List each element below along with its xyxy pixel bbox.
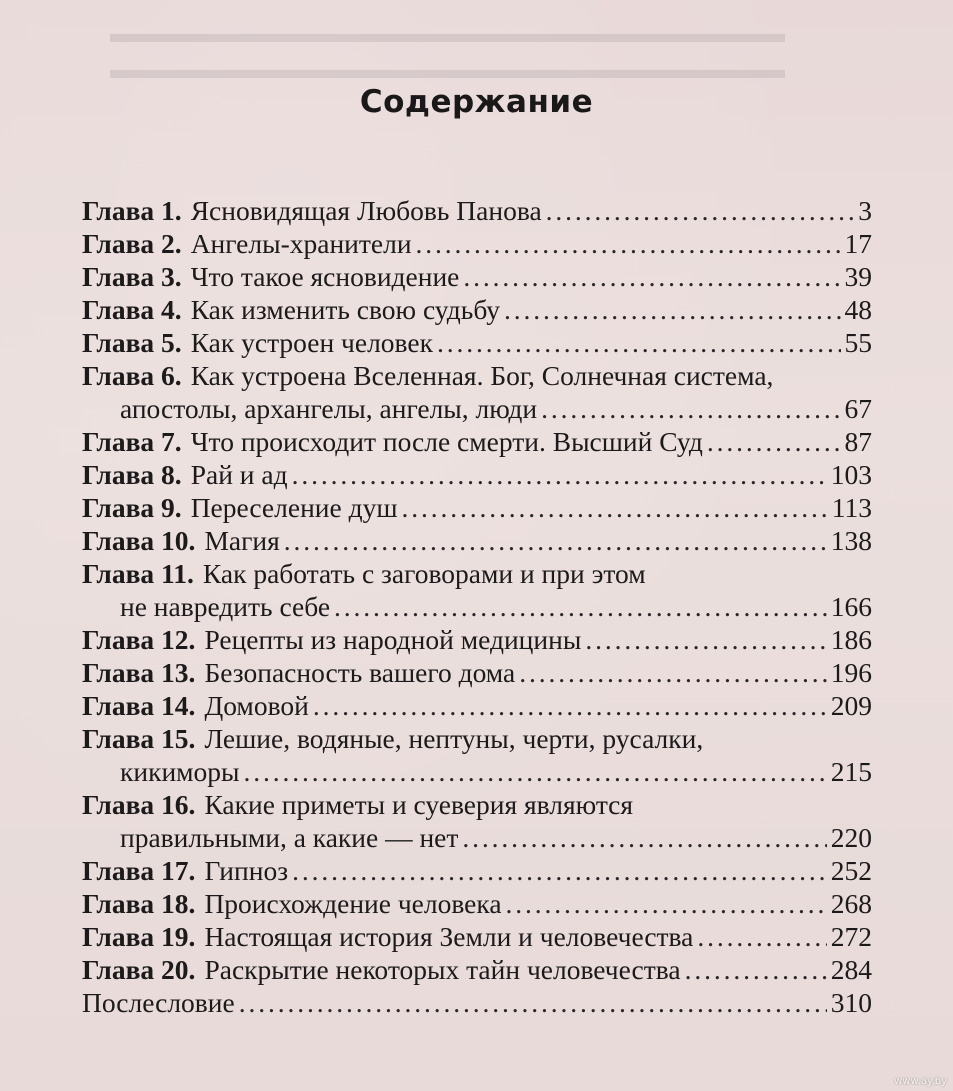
chapter-label: Глава 6. bbox=[82, 360, 182, 391]
toc-entry bbox=[82, 326, 872, 359]
dot-leader bbox=[292, 854, 827, 887]
chapter-label: Глава 15. bbox=[82, 723, 196, 754]
page-number: 87 bbox=[844, 426, 872, 457]
page-number: 272 bbox=[830, 921, 872, 952]
chapter-label: Глава 9. bbox=[82, 492, 182, 523]
toc-entry-continuation bbox=[82, 392, 872, 425]
chapter-title: Послесловие bbox=[82, 987, 235, 1018]
chapter-label: Глава 20. bbox=[82, 954, 196, 985]
dot-leader bbox=[504, 293, 840, 326]
chapter-title: Лешие, водяные, нептуны, черти, русалки, bbox=[204, 723, 704, 754]
chapter-title: Как устроен человек bbox=[190, 327, 433, 358]
toc-entry bbox=[82, 656, 872, 689]
dot-leader bbox=[402, 491, 828, 524]
toc-entry bbox=[82, 986, 872, 1019]
page-number: 138 bbox=[830, 525, 872, 556]
toc-entry bbox=[82, 491, 872, 524]
chapter-title: Как изменить свою судьбу bbox=[190, 294, 501, 325]
toc-entry bbox=[82, 194, 872, 227]
chapter-title: Происхождение человека bbox=[204, 888, 502, 919]
chapter-label: Глава 13. bbox=[82, 657, 196, 688]
toc-entry bbox=[82, 887, 872, 920]
chapter-title: Гипноз bbox=[204, 855, 289, 886]
page-number: 310 bbox=[830, 987, 872, 1018]
toc-entry bbox=[82, 557, 872, 590]
page-title: Содержание bbox=[359, 84, 594, 120]
chapter-label: Глава 14. bbox=[82, 690, 196, 721]
page-number: 220 bbox=[830, 822, 872, 853]
page-number: 268 bbox=[830, 888, 872, 919]
page-number: 67 bbox=[844, 393, 872, 424]
dot-leader bbox=[463, 260, 840, 293]
chapter-title: Раскрытие некоторых тайн человечества bbox=[204, 954, 681, 985]
dot-leader bbox=[239, 986, 827, 1019]
toc-entry bbox=[82, 920, 872, 953]
dot-leader bbox=[519, 656, 827, 689]
chapter-label: Глава 3. bbox=[82, 261, 182, 292]
page-number: 196 bbox=[830, 657, 872, 688]
dot-leader bbox=[244, 755, 827, 788]
chapter-label: Глава 19. bbox=[82, 921, 196, 952]
page-number: 39 bbox=[844, 261, 872, 292]
chapter-title: Рецепты из народной медицины bbox=[204, 624, 582, 655]
toc-entry bbox=[82, 788, 872, 821]
dot-leader bbox=[585, 623, 826, 656]
chapter-label: Глава 2. bbox=[82, 228, 182, 259]
chapter-label: Глава 7. bbox=[82, 426, 182, 457]
toc-entry bbox=[82, 260, 872, 293]
chapter-title: не навредить себе bbox=[120, 591, 331, 622]
toc-entry bbox=[82, 854, 872, 887]
chapter-label: Глава 4. bbox=[82, 294, 182, 325]
chapter-label: Глава 5. bbox=[82, 327, 182, 358]
chapter-title: Настоящая история Земли и человечества bbox=[204, 921, 694, 952]
dot-leader bbox=[284, 524, 827, 557]
toc-entry bbox=[82, 227, 872, 260]
chapter-title: Безопасность вашего дома bbox=[204, 657, 516, 688]
page-number: 215 bbox=[830, 756, 872, 787]
chapter-title: Как устроена Вселенная. Бог, Солнечная система, bbox=[190, 360, 774, 391]
toc-entry bbox=[82, 953, 872, 986]
dot-leader bbox=[416, 227, 841, 260]
chapter-title: правильными, а какие — нет bbox=[120, 822, 459, 853]
bleed-through-text: ▬▬▬▬▬▬▬▬▬▬▬▬▬▬▬▬▬▬▬▬▬▬▬▬▬ bbox=[110, 18, 785, 48]
chapter-title: Ангелы-хранители bbox=[190, 228, 412, 259]
chapter-title: Какие приметы и суеверия являются bbox=[204, 789, 634, 820]
chapter-label: Глава 10. bbox=[82, 525, 196, 556]
page-number: 103 bbox=[830, 459, 872, 490]
dot-leader bbox=[437, 326, 841, 359]
chapter-title: апостолы, архангелы, ангелы, люди bbox=[120, 393, 538, 424]
dot-leader bbox=[685, 953, 827, 986]
chapter-title: Рай и ад bbox=[190, 459, 288, 490]
chapter-title: кикиморы bbox=[120, 756, 240, 787]
chapter-title: Магия bbox=[204, 525, 280, 556]
page-number: 166 bbox=[830, 591, 872, 622]
chapter-title: Как работать с заговорами и при этом bbox=[202, 558, 646, 589]
chapter-label: Глава 1. bbox=[82, 195, 182, 226]
dot-leader bbox=[546, 194, 855, 227]
page-number: 55 bbox=[844, 327, 872, 358]
chapter-title: Домовой bbox=[204, 690, 309, 721]
dot-leader bbox=[313, 689, 827, 722]
page-number: 48 bbox=[844, 294, 872, 325]
chapter-title: Ясновидящая Любовь Панова bbox=[190, 195, 542, 226]
table-of-contents bbox=[82, 194, 872, 1019]
watermark: www.ay.by bbox=[894, 1076, 947, 1087]
dot-leader bbox=[462, 821, 826, 854]
dot-leader bbox=[697, 920, 826, 953]
chapter-label: Глава 11. bbox=[82, 558, 194, 589]
chapter-title: Что такое ясновидение bbox=[190, 261, 460, 292]
dot-leader bbox=[334, 590, 827, 623]
toc-entry bbox=[82, 524, 872, 557]
chapter-label: Глава 17. bbox=[82, 855, 196, 886]
page-number: 17 bbox=[844, 228, 872, 259]
bleed-through-text: ▬▬▬▬▬▬▬▬▬▬▬▬▬▬▬▬▬▬▬▬▬▬▬▬▬ bbox=[110, 54, 785, 84]
chapter-title: Что происходит после смерти. Высший Суд bbox=[190, 426, 703, 457]
page-number: 284 bbox=[830, 954, 872, 985]
page-number: 113 bbox=[831, 492, 872, 523]
page-number: 209 bbox=[830, 690, 872, 721]
chapter-label: Глава 12. bbox=[82, 624, 196, 655]
toc-entry bbox=[82, 425, 872, 458]
toc-entry-continuation bbox=[82, 821, 872, 854]
page-number: 186 bbox=[830, 624, 872, 655]
dot-leader bbox=[707, 425, 841, 458]
toc-entry bbox=[82, 722, 872, 755]
chapter-title: Переселение душ bbox=[190, 492, 398, 523]
page-number: 3 bbox=[858, 195, 872, 226]
toc-entry bbox=[82, 359, 872, 392]
toc-entry bbox=[82, 689, 872, 722]
dot-leader bbox=[292, 458, 827, 491]
toc-entry-continuation bbox=[82, 755, 872, 788]
page-number: 252 bbox=[830, 855, 872, 886]
toc-entry bbox=[82, 623, 872, 656]
toc-entry bbox=[82, 293, 872, 326]
toc-entry-continuation bbox=[82, 590, 872, 623]
dot-leader bbox=[506, 887, 827, 920]
chapter-label: Глава 16. bbox=[82, 789, 196, 820]
chapter-label: Глава 8. bbox=[82, 459, 182, 490]
toc-entry bbox=[82, 458, 872, 491]
dot-leader bbox=[541, 392, 840, 425]
chapter-label: Глава 18. bbox=[82, 888, 196, 919]
